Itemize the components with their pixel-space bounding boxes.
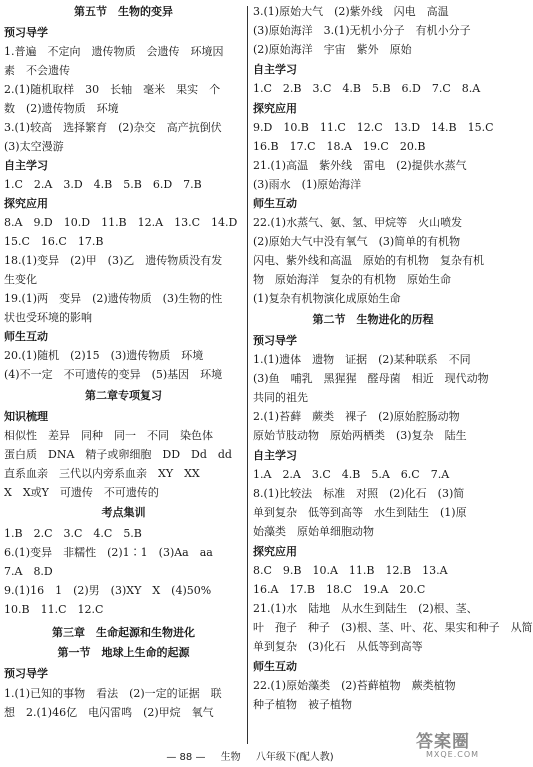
section-title: 考点集训 (101, 506, 146, 519)
section-heading: 师生互动 (253, 660, 297, 673)
answer-line: 16.B 17.C 18.A 19.C 20.B (253, 140, 426, 153)
answer-line: X X或Y 可遗传 不可遗传的 (4, 486, 159, 499)
answer-line: 物 原始海洋 复杂的有机物 原始生命 (253, 273, 451, 286)
section-heading: 预习导学 (4, 26, 48, 39)
grade-label: 八年级下(配人教) (255, 752, 334, 763)
answer-line: (2)原始海洋 宇宙 紫外 原始 (253, 43, 412, 56)
answer-line: (3)鱼 哺乳 黑猩猩 醛母菌 相近 现代动物 (253, 372, 489, 385)
answer-line: 单到复杂 低等到高等 水生到陆生 (1)原 (253, 506, 467, 519)
chapter-title: 第三章 生命起源和生物进化 (52, 626, 195, 639)
answer-line: 单到复杂 (3)化石 从低等到高等 (253, 640, 423, 653)
answer-line: 想 2.(1)46亿 电闪雷鸣 (2)甲烷 氧气 (4, 706, 214, 719)
answer-line: 数 (2)遗传物质 环境 (4, 102, 119, 115)
section-heading: 自主学习 (4, 159, 48, 172)
watermark-text: 答案圈 (416, 732, 470, 752)
answer-line: (3)雨水 (1)原始海洋 (253, 178, 362, 191)
section-heading: 探究应用 (4, 197, 48, 210)
answer-line: 6.(1)变异 非糯性 (2)1∶1 (3)Aa aa (4, 546, 213, 559)
answer-line: 22.(1)水蒸气、氨、氢、甲烷等 火山喷发 (253, 216, 463, 229)
answer-line: (2)原始大气中没有氧气 (3)简单的有机物 (253, 235, 461, 248)
answer-line: 状也受环境的影响 (4, 311, 92, 324)
subject-label: 生物 (220, 752, 241, 763)
answer-line: 7.A 8.D (4, 565, 53, 578)
answer-line: 素 不会遗传 (4, 64, 70, 77)
answer-line: 9.(1)16 1 (2)男 (3)XY X (4)50% (4, 584, 212, 597)
watermark-url: MXQE.COM (426, 750, 480, 759)
answer-line: 10.B 11.C 12.C (4, 603, 104, 616)
answer-line: (3)原始海洋 3.(1)无机小分子 有机小分子 (253, 24, 471, 37)
answer-line: 2.(1)苔藓 蕨类 裸子 (2)原始腔肠动物 (253, 410, 460, 423)
answer-line: 直系血亲 三代以内旁系血亲 XY XX (4, 467, 200, 480)
answer-line: (4)不一定 不可遗传的变异 (5)基因 环境 (4, 368, 223, 381)
answer-line: 2.(1)随机取样 30 长轴 毫米 果实 个 (4, 83, 221, 96)
answer-line: (3)太空漫游 (4, 140, 64, 153)
page-number: — 88 — (166, 752, 206, 763)
answer-line: 1.(1)已知的事物 看法 (2)一定的证据 联 (4, 687, 222, 700)
section-heading: 预习导学 (4, 667, 48, 680)
section-heading: 预习导学 (253, 334, 297, 347)
section-heading: 探究应用 (253, 102, 297, 115)
section-title: 第一节 地球上生命的起源 (57, 646, 190, 659)
answer-line: 1.C 2.B 3.C 4.B 5.B 6.D 7.C 8.A (253, 82, 481, 95)
section-heading: 师生互动 (253, 197, 297, 210)
answer-line: 8.C 9.B 10.A 11.B 12.B 13.A (253, 564, 448, 577)
section-title: 第二节 生物进化的历程 (312, 313, 434, 326)
answer-line: 9.D 10.B 11.C 12.C 13.D 14.B 15.C (253, 121, 494, 134)
answer-line: (1)复杂有机物演化成原始生命 (253, 292, 401, 305)
answer-line: 相似性 差异 同种 同一 不同 染色体 (4, 429, 213, 442)
answer-line: 原始节肢动物 原始两栖类 (3)复杂 陆生 (253, 429, 467, 442)
section-heading: 自主学习 (253, 63, 297, 76)
answer-line: 生变化 (4, 273, 37, 286)
answer-line: 18.(1)变异 (2)甲 (3)乙 遗传物质没有发 (4, 254, 223, 267)
answer-line: 8.A 9.D 10.D 11.B 12.A 13.C 14.D (4, 216, 238, 229)
answer-line: 1.普遍 不定向 遗传物质 会遗传 环境因 (4, 45, 224, 58)
chapter-title: 第二章专项复习 (85, 389, 162, 402)
answer-line: 种子植物 被子植物 (253, 698, 352, 711)
answer-line: 16.A 17.B 18.C 19.A 20.C (253, 583, 426, 596)
section-title: 第五节 生物的变异 (74, 5, 173, 18)
answer-line: 8.(1)比较法 标准 对照 (2)化石 (3)简 (253, 487, 465, 500)
answer-line: 21.(1)高温 紫外线 雷电 (2)提供水蒸气 (253, 159, 467, 172)
answer-line: 15.C 16.C 17.B (4, 235, 104, 248)
answer-line: 叶 孢子 种子 (3)根、茎、叶、花、果实和种子 从简 (253, 621, 533, 634)
answer-line: 蛋白质 DNA 精子或卵细胞 DD Dd dd (4, 448, 232, 461)
answer-line: 1.B 2.C 3.C 4.C 5.B (4, 527, 142, 540)
answer-line: 1.(1)遗体 遗物 证据 (2)某种联系 不同 (253, 353, 471, 366)
answer-line: 闪电、紫外线和高温 原始的有机物 复杂有机 (253, 254, 484, 267)
answer-line: 22.(1)原始藻类 (2)苔藓植物 蕨类植物 (253, 679, 456, 692)
answer-line: 20.(1)随机 (2)15 (3)遗传物质 环境 (4, 349, 204, 362)
answer-line: 3.(1)原始大气 (2)紫外线 闪电 高温 (253, 5, 449, 18)
section-heading: 师生互动 (4, 330, 48, 343)
answer-line: 1.C 2.A 3.D 4.B 5.B 6.D 7.B (4, 178, 202, 191)
section-heading: 自主学习 (253, 449, 297, 462)
answer-line: 始藻类 原始单细胞动物 (253, 525, 374, 538)
watermark-logo (412, 727, 494, 763)
answer-line: 共同的祖先 (253, 391, 308, 404)
answer-line: 19.(1)两 变异 (2)遗传物质 (3)生物的性 (4, 292, 223, 305)
answer-line: 1.A 2.A 3.C 4.B 5.A 6.C 7.A (253, 468, 450, 481)
column-divider (247, 6, 248, 744)
section-heading: 知识梳理 (4, 410, 48, 423)
answer-line: 21.(1)水 陆地 从水生到陆生 (2)根、茎、 (253, 602, 478, 615)
section-heading: 探究应用 (253, 545, 297, 558)
answer-line: 3.(1)较高 选择繁育 (2)杂交 高产抗倒伏 (4, 121, 222, 134)
